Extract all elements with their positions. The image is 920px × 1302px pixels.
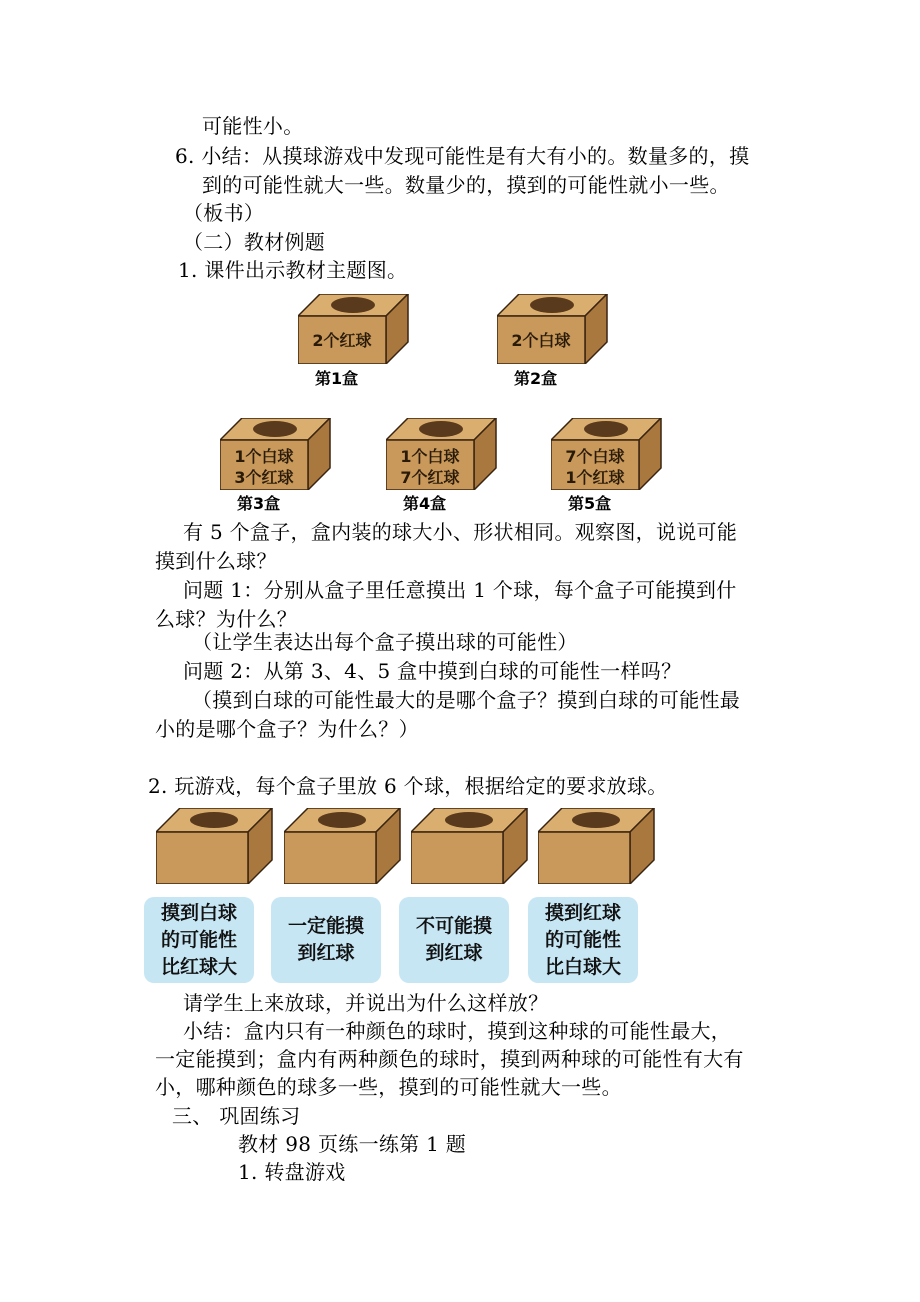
step-2-line: 2. 玩游戏，每个盒子里放 6 个球，根据给定的要求放球。 bbox=[148, 774, 668, 798]
box-4 bbox=[386, 418, 498, 490]
empty-box-1 bbox=[156, 808, 274, 884]
box-1-label: 第1盒 bbox=[315, 369, 359, 388]
summary-2-cont: 小，哪种颜色的球多一些，摸到的可能性就大一些。 bbox=[155, 1075, 622, 1099]
empty-box-4 bbox=[538, 808, 656, 884]
box-4-label: 第4盒 bbox=[403, 494, 447, 513]
box-3 bbox=[220, 418, 332, 490]
text-line: 可能性小。 bbox=[202, 114, 304, 138]
box-2-contents: 2个白球 bbox=[511, 331, 571, 350]
summary-line: 6. 小结：从摸球游戏中发现可能性是有大有小的。数量多的，摸 bbox=[175, 144, 750, 168]
text-line-cont: 摸到什么球？ bbox=[155, 549, 277, 573]
summary-2-cont: 一定能摸到；盒内有两种颜色的球时，摸到两种球的可能性有大有 bbox=[155, 1047, 744, 1071]
box-5-contents: 7个白球 1个红球 bbox=[565, 447, 625, 487]
box-3-contents: 1个白球 3个红球 bbox=[234, 447, 294, 487]
summary-2: 小结：盒内只有一种颜色的球时，摸到这种球的可能性最大， bbox=[183, 1019, 732, 1043]
exercise-1: 1. 转盘游戏 bbox=[238, 1160, 346, 1184]
empty-box-2 bbox=[284, 808, 402, 884]
summary-line-cont: 到的可能性就大一些。数量少的，摸到的可能性就小一些。 bbox=[202, 173, 730, 197]
requirement-card-2: 一定能摸 到红球 bbox=[271, 897, 381, 983]
question-2-note: （摸到白球的可能性最大的是哪个盒子？摸到白球的可能性最 bbox=[192, 688, 741, 712]
step-1-line: 1. 课件出示教材主题图。 bbox=[178, 258, 408, 282]
box-1 bbox=[298, 294, 410, 364]
note-line: （让学生表达出每个盒子摸出球的可能性） bbox=[192, 630, 578, 654]
text-line: 有 5 个盒子，盒内装的球大小、形状相同。观察图，说说可能 bbox=[183, 520, 738, 544]
box-5 bbox=[551, 418, 663, 490]
question-1: 问题 1：分别从盒子里任意摸出 1 个球，每个盒子可能摸到什 bbox=[183, 578, 737, 602]
box-3-label: 第3盒 bbox=[237, 494, 281, 513]
requirement-card-3: 不可能摸 到红球 bbox=[399, 897, 509, 983]
box-2-label: 第2盒 bbox=[514, 369, 558, 388]
box-1-contents: 2个红球 bbox=[312, 331, 372, 350]
question-1-cont: 么球？为什么？ bbox=[155, 607, 298, 631]
section-heading: （二）教材例题 bbox=[183, 230, 326, 254]
box-2 bbox=[497, 294, 609, 364]
requirement-card-4: 摸到红球 的可能性 比白球大 bbox=[528, 897, 638, 983]
section-3-heading: 三、 巩固练习 bbox=[172, 1104, 301, 1128]
box-5-label: 第5盒 bbox=[568, 494, 612, 513]
blackboard-note: （板书） bbox=[183, 201, 265, 225]
exercise-ref: 教材 98 页练一练第 1 题 bbox=[238, 1132, 467, 1156]
text-line: 请学生上来放球，并说出为什么这样放？ bbox=[183, 991, 549, 1015]
question-2-note-cont: 小的是哪个盒子？为什么？） bbox=[155, 717, 419, 741]
question-2: 问题 2：从第 3、4、5 盒中摸到白球的可能性一样吗？ bbox=[183, 659, 682, 683]
requirement-card-1: 摸到白球 的可能性 比红球大 bbox=[144, 897, 254, 983]
empty-box-3 bbox=[411, 808, 529, 884]
box-4-contents: 1个白球 7个红球 bbox=[400, 447, 460, 487]
